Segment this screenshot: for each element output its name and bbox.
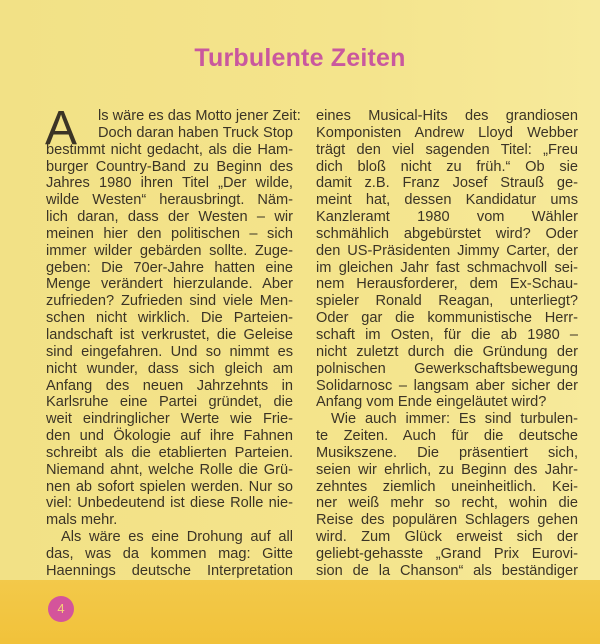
text-line: meint hat, dessen Kandidatur ums bbox=[316, 192, 578, 209]
text-line: Karlsruhe eine Partei gründet, die bbox=[46, 394, 293, 411]
text-line: dich bloß nicht zu früh.“ Ob sie bbox=[316, 158, 578, 175]
text-line: den US-Präsidenten Jimmy Carter, der bbox=[316, 242, 578, 259]
text-line: nicht wunder, dass sich gleich am bbox=[46, 360, 293, 377]
text-line: trägt den viel sagenden Titel: „Freu bbox=[316, 141, 578, 158]
text-line: Oder gar die kommunistische Herr- bbox=[316, 310, 578, 327]
text-line: Menge verändert hierzulande. Aber bbox=[46, 276, 293, 293]
text-line: geliebt-gehasste „Grand Prix Eurovi- bbox=[316, 545, 578, 562]
drop-cap: A bbox=[45, 102, 78, 155]
text-line: nen ab sofort spielen werden. Nur so bbox=[46, 478, 293, 495]
text-column-left bbox=[45, 102, 301, 580]
text-line: wird. Zum Glück erweist sich der bbox=[316, 529, 578, 546]
text-line: Anfang des neuen Jahrzehnts in bbox=[46, 377, 293, 394]
text-line: nicht zuletzt durch die Gründung der bbox=[316, 343, 578, 360]
text-line: das, was da kommen mag: Gitte bbox=[46, 545, 293, 562]
text-line: burger Country-Band zu Beginn des bbox=[46, 158, 293, 175]
text-line: zehntes ziemlich uneinheitlich. Kei- bbox=[316, 478, 578, 495]
text-line: Anfang vom Ende eingeläutet wird? bbox=[316, 394, 547, 411]
text-line: immer wilder gebärden sollte. Zuge- bbox=[46, 242, 293, 259]
page-title: Turbulente Zeiten bbox=[194, 44, 406, 72]
text-line: geben: Die 70er-Jahre hatten eine bbox=[46, 259, 293, 276]
text-line: landschaft ist verkrustet, die Geleise bbox=[46, 326, 293, 343]
text-line: zufrieden? Zufrieden sind viele Men- bbox=[46, 293, 293, 310]
text-line: lich daran, dass der Westen – wir bbox=[46, 209, 293, 226]
text-line: den und Ökologie auf ihre Fahnen bbox=[46, 428, 293, 445]
text-line: ner weiß mehr so recht, wohin die bbox=[316, 495, 578, 512]
text-line: schmählich abgebürstet wird? Oder bbox=[316, 225, 578, 242]
text-line: Haennings deutsche Interpretation bbox=[46, 562, 293, 579]
text-line: meinen hier den politischen – sich bbox=[46, 225, 293, 242]
text-line: schreibt als die etablierten Parteien. bbox=[46, 444, 293, 461]
text-line: nem Herausforderer, dem Ex-Schau- bbox=[316, 276, 578, 293]
text-line: bestimmt nicht gedacht, als die Ham- bbox=[46, 141, 293, 158]
text-line: eines Musical-Hits des grandiosen bbox=[316, 108, 578, 124]
text-line: te Zeiten. Auch für die deutsche bbox=[316, 428, 578, 445]
text-line: Doch daran haben Truck Stop bbox=[98, 124, 293, 141]
text-line: Wie auch immer: Es sind turbulen- bbox=[331, 411, 578, 428]
text-line: seien wir ehrlich, zu Beginn des Jahr- bbox=[316, 461, 578, 478]
text-line: Niemand ahnt, welche Rolle die Grü- bbox=[46, 461, 293, 478]
text-line: ls wäre es das Motto jener Zeit: bbox=[98, 108, 301, 124]
text-line: schaft im Osten, für die ab 1980 – bbox=[316, 326, 578, 343]
text-line: schen nicht wirklich. Die Parteien- bbox=[46, 310, 293, 327]
text-line: wilde Westen“ herausbringt. Näm- bbox=[46, 192, 293, 209]
text-line: weit eindringlicher Werte wie Frie- bbox=[46, 411, 293, 428]
text-line: Solidarnosc – langsam aber sicher der bbox=[316, 377, 578, 394]
text-line: damit z.B. Franz Josef Strauß ge- bbox=[316, 175, 578, 192]
text-line: mals mehr. bbox=[46, 512, 118, 529]
text-line: Jahres 1980 ihren Titel „Der wilde, bbox=[46, 175, 293, 192]
text-line: polnischen Gewerkschaftsbewegung bbox=[316, 360, 578, 377]
text-line: im gleichen Jahr fast schmachvoll sei- bbox=[316, 259, 578, 276]
footer-band bbox=[0, 580, 600, 644]
text-line: Kanzleramt 1980 vom Wähler bbox=[316, 209, 578, 226]
text-line: Musikszene. Die präsentiert sich, bbox=[316, 444, 578, 461]
page-number-badge: 4 bbox=[48, 596, 74, 622]
text-line: sion de la Chanson“ als beständiger bbox=[316, 562, 578, 579]
text-line: Reise des populären Schlagers gehen bbox=[316, 512, 578, 529]
text-line: Als wäre es eine Drohung auf all bbox=[61, 529, 293, 546]
text-line: viel: Unbedeutend ist diese Rolle nie- bbox=[46, 495, 293, 512]
text-line: spieler Ronald Reagan, unterliegt? bbox=[316, 293, 578, 310]
text-line: Komponisten Andrew Lloyd Webber bbox=[316, 124, 578, 141]
text-column-right bbox=[316, 108, 578, 580]
text-line: sind eingefahren. Und so nimmt es bbox=[46, 343, 293, 360]
